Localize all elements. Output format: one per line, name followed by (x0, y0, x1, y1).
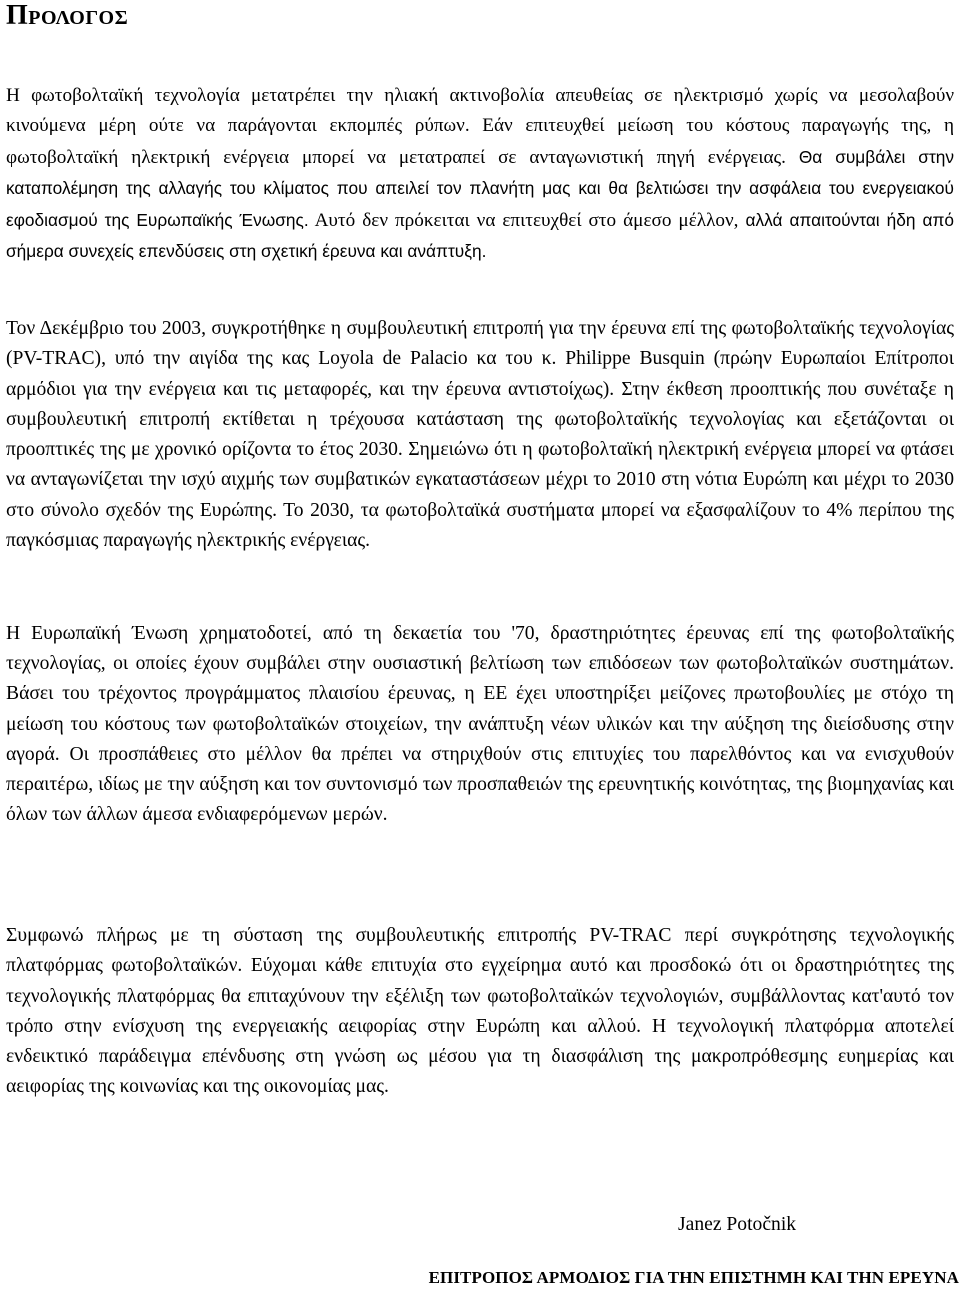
paragraph-intro-sans-2: αλλά απαιτούνται ήδη από σήμερα συνεχείς επενδύσεις στη σχετική έρευνα και ανάπτυξη. (6, 209, 955, 262)
paragraph-intro-serif-2: Αυτό δεν πρόκειται να επιτευχθεί στο άμεσο μέλλον, (314, 209, 739, 231)
paragraph-intro-serif: Η φωτοβολταϊκή τεχνολογία μετατρέπει την ηλιακή ακτινοβολία απευθείας σε ηλεκτρισμό χωρίς να μεσολαβούν κινούμενα μέρη ούτε να παράγονται εκπομπές ρύπων. Εάν επιτευχθεί μείωση του κόστους παραγωγής της, η φωτοβολταϊκή ηλεκτρική ενέργεια μπορεί να μετατραπεί σε ανταγωνιστική πηγή ενέργειας. (6, 85, 954, 168)
signature-name: Janez Potočnik (678, 1214, 797, 1235)
paragraph-technology-platform: Συμφωνώ πλήρως με τη σύσταση της συμβουλευτικής επιτροπής PV-TRAC περί συγκρότησης τεχνολογικής πλατφόρμας φωτοβολταϊκών. Εύχομαι κάθε επιτυχία στο εγχείρημα αυτό και προσδοκώ ότι οι δραστηριότητες της τεχνολογικής πλατφόρμας θα επιταχύνουν την εξέλιξη των φωτοβολταϊκών τεχνολογιών, συμβάλλοντας κατ'αυτό τον τρόπο στην ενίσχυση της ενεργειακής αειφορίας στην Ευρώπη και αλλού. Η τεχνολογική πλατφόρμα αποτελεί ενδεικτικό παράδειγμα επένδυσης στη γνώση ως μέσου για τη διασφάλιση της μακροπρόθεσμης ευημερίας και αειφορίας της κοινωνίας και της οικονομίας μας. (6, 925, 954, 1098)
paragraph-pv-trac: Τον Δεκέμβριο του 2003, συγκροτήθηκε η συμβουλευτική επιτροπή για την έρευνα επί της φωτοβολταϊκής τεχνολογίας (PV-TRAC), υπό την αιγίδα της κας Loyola de Palacio κα του κ. Philippe Busquin (πρώην Ευρωπαίοι Επίτροποι αρμόδιοι για την ενέργεια και τις μεταφορές, και την έρευνα αντιστοίχως). Στην έκθεση προοπτικής που συνέταξε η συμβουλευτική επιτροπή εκτίθεται η τρέχουσα κατάσταση της φωτοβολταϊκής τεχνολογίας και εξετάζονται οι προοπτικές της με χρονικό ορίζοντα το έτος 2030. Σημειώνω ότι η φωτοβολταϊκή ηλεκτρική ενέργεια μπορεί να φτάσει να ανταγωνίζεται την ισχύ αιχμής των συμβατικών εγκαταστάσεων μέχρι το 2010 στη νότια Ευρώπη και μέχρι το 2030 στο σύνολο σχεδόν της Ευρώπης. Το 2030, τα φωτοβολταϊκά συστήματα μπορεί να εξασφαλίζουν το 4% περίπου της παγκόσμιας παραγωγής ηλεκτρικής ενέργειας. (6, 318, 954, 552)
signature-role: ΕΠΙΤΡΟΠΟΣ ΑΡΜΟΔΙΟΣ ΓΙΑ ΤΗΝ ΕΠΙΣΤΗΜΗ ΚΑΙ ΤΗΝ ΕΡΕΥΝΑ (428, 1268, 959, 1287)
page-title (6, 0, 128, 35)
paragraph-intro (6, 81, 954, 267)
paragraph-intro-sans: Θα συμβάλει στην καταπολέμηση της αλλαγής του κλίματος που απειλεί τον πλανήτη μας και θα βελτιώσει την ασφάλεια του ενεργειακού εφοδιασμού της Ευρωπαϊκής Ένωσης. (6, 146, 955, 230)
title-rest: ΡΟΛΟΓΟΣ (28, 7, 129, 29)
paragraph-eu-funding: Η Ευρωπαϊκή Ένωση χρηματοδοτεί, από τη δεκαετία του '70, δραστηριότητες έρευνας επί της φωτοβολταϊκής τεχνολογίας, οι οποίες έχουν συμβάλει στην ουσιαστική βελτίωση των επιδόσεων των φωτοβολταϊκών συστημάτων. Βάσει του τρέχοντος προγράμματος πλαισίου έρευνας, η ΕΕ έχει υποστηρίξει μείζονες πρωτοβουλίες με στόχο τη μείωση του κόστους των φωτοβολταϊκών στοιχείων, την ανάπτυξη νέων υλικών και την αύξηση της διείσδυσης στην αγορά. Οι προσπάθειες στο μέλλον θα πρέπει να στηριχθούν στις επιτυχίες του παρελθόντος και να ενισχυθούν περαιτέρω, ιδίως με την αύξηση και τον συντονισμό των προσπαθειών της ερευνητικής κοινότητας, της βιομηχανίας και όλων των άλλων άμεσα ενδιαφερόμενων μερών. (6, 623, 954, 826)
title-initial: Π (6, 0, 29, 31)
